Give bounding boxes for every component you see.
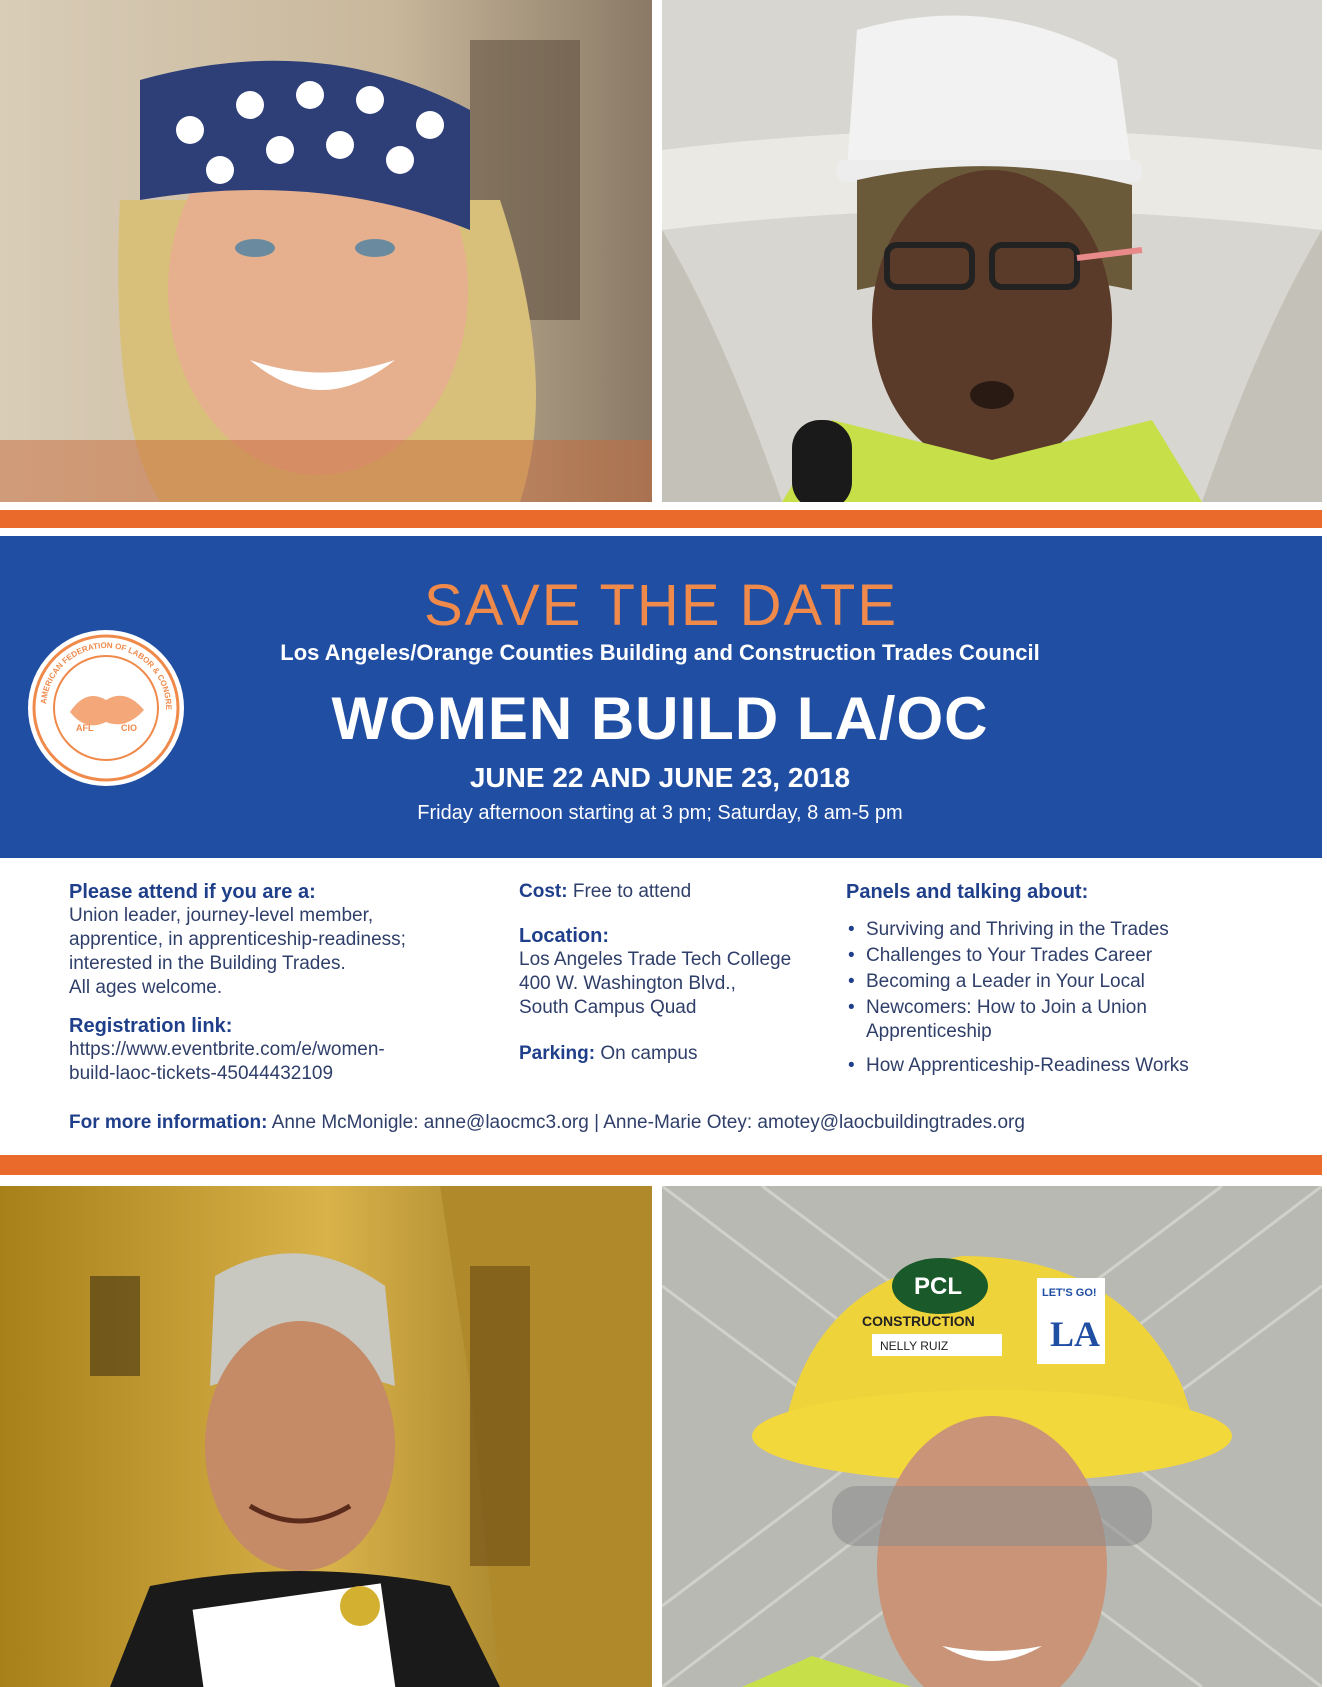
cost-line: [519, 880, 839, 904]
attend-line: Union leader, journey-level member,: [69, 905, 374, 926]
location-line: 400 W. Washington Blvd.,: [519, 973, 736, 994]
parking-line: [519, 1042, 839, 1066]
orange-divider-top: [0, 510, 1322, 528]
svg-text:AFL: AFL: [76, 723, 94, 733]
event-title: WOMEN BUILD LA/OC: [331, 685, 989, 752]
contact-info: [69, 1112, 1289, 1134]
orange-divider-bottom: [0, 1155, 1322, 1175]
svg-text:LA: LA: [1050, 1314, 1101, 1354]
event-times: Friday afternoon starting at 3 pm; Saturday, 8 am-5 pm: [417, 802, 903, 824]
panel-item: • Surviving and Thriving in the Trades: [846, 918, 1266, 942]
afl-cio-seal-icon: [26, 628, 186, 788]
panels-list: [846, 918, 1266, 1078]
registration-link[interactable]: https://www.eventbrite.com/e/women-: [69, 1039, 385, 1060]
svg-text:NELLY RUIZ: NELLY RUIZ: [880, 1339, 949, 1353]
panels-heading: Panels and talking about:: [846, 881, 1089, 903]
svg-text:LET'S GO!: LET'S GO!: [1042, 1287, 1097, 1299]
council-name: Los Angeles/Orange Counties Building and Construction Trades Council: [280, 640, 1040, 665]
registration-link[interactable]: build-laoc-tickets-45044432109: [69, 1063, 334, 1084]
svg-text:AMERICAN FEDERATION OF LABOR &: AMERICAN FEDERATION OF LABOR & CONGRE: [39, 640, 174, 710]
cost-value: Free to attend: [572, 881, 692, 902]
svg-text:PCL: PCL: [914, 1273, 962, 1300]
panel-item: • Becoming a Leader in Your Local: [846, 970, 1266, 994]
save-the-date-heading: SAVE THE DATE: [424, 573, 898, 638]
svg-text:CIO: CIO: [121, 723, 138, 733]
photo-woman-microphone: [662, 0, 1322, 502]
panel-item: • Newcomers: How to Join a Union Apprenticeship: [846, 996, 1266, 1044]
logistics-column: [519, 880, 839, 1066]
registration-heading: Registration link:: [69, 1015, 233, 1037]
photo-woman-bandana: [0, 0, 652, 502]
panels-column: [846, 880, 1266, 1080]
location-line: South Campus Quad: [519, 997, 697, 1018]
photo-woman-hallway: [0, 1186, 652, 1687]
attend-column: [69, 880, 469, 1086]
attend-heading: Please attend if you are a:: [69, 881, 316, 903]
photo-woman-hardhat: [662, 1186, 1322, 1687]
panel-item: • Challenges to Your Trades Career: [846, 944, 1266, 968]
svg-text:CONSTRUCTION: CONSTRUCTION: [862, 1313, 975, 1329]
event-dates: JUNE 22 AND JUNE 23, 2018: [469, 762, 851, 793]
attend-line: interested in the Building Trades.: [69, 953, 346, 974]
attend-line: apprentice, in apprenticeship-readiness;: [69, 929, 406, 950]
location-line: Los Angeles Trade Tech College: [519, 949, 792, 970]
parking-value: On campus: [600, 1043, 698, 1064]
panel-item: • How Apprenticeship-Readiness Works: [846, 1054, 1266, 1078]
parking-label: Parking:: [519, 1043, 596, 1064]
event-banner: [0, 536, 1322, 858]
contact-text[interactable]: Anne McMonigle: anne@laocmc3.org | Anne-Marie Otey: amotey@laocbuildingtrades.org: [271, 1112, 1025, 1133]
cost-label: Cost:: [519, 881, 568, 902]
location-heading: Location:: [519, 925, 609, 947]
contact-label: For more information:: [69, 1112, 268, 1133]
attend-line: All ages welcome.: [69, 977, 223, 998]
